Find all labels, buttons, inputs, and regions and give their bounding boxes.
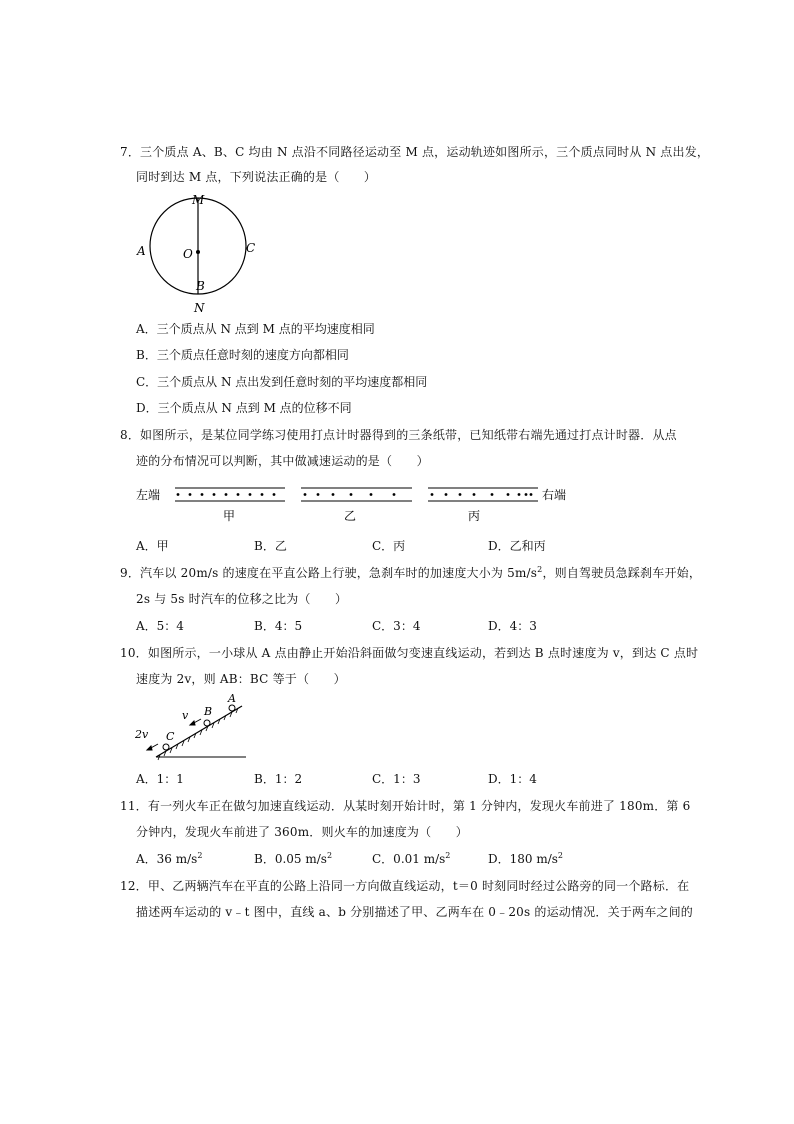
q9-stem-line1: 9．汽车以 20m/s 的速度在平直公路上行驶，急刹车时的加速度大小为 $5m/s^2$，则自驾驶员急踩刹车开始， [120, 565, 702, 580]
q10-stem-line1: 10．如图所示，一小球从 A 点由静止开始沿斜面做匀变速直线运动，若到达 B 点时速度为 v，到达 C 点时 [120, 646, 699, 660]
q8-option-d: D．乙和丙 [488, 539, 546, 553]
q12-stem-line1: 12．甲、乙两辆汽车在平直的公路上沿同一方向做直线运动，t＝0 时刻同时经过公路旁的同一个路标．在 [120, 879, 690, 893]
label-B: B [196, 279, 205, 293]
q7-stem-line1: 7．三个质点 A、B、C 均由 N 点沿不同路径运动至 M 点，运动轨迹如图所示，三个质点同时从 N 点出发， [120, 145, 710, 159]
q7-option-a: A．三个质点从 N 点到 M 点的平均速度相同 [136, 322, 375, 336]
tape-yi-label: 乙 [344, 509, 357, 523]
q12-stem-line2: 描述两车运动的 v﹣t 图中，直线 a、b 分别描述了甲、乙两车在 0﹣20s 的运动情况．关于两车之间的 [136, 905, 693, 919]
tape-yi-dots [304, 493, 396, 496]
q7-option-c: C．三个质点从 N 点出发到任意时刻的平均速度都相同 [136, 375, 428, 389]
tape-jia-label: 甲 [223, 509, 236, 523]
label-2v: 2v [135, 728, 149, 741]
q11-option-b: B．0.05 $m/s^2$ [254, 851, 333, 866]
q11-option-a: A．36 $m/s^2$ [136, 851, 203, 866]
ball-at-C [163, 744, 169, 750]
label-B: B [204, 705, 213, 718]
q9-stem-line2: 2s 与 5s 时汽车的位移之比为（ ） [136, 592, 348, 606]
q7-stem-line2: 同时到达 M 点，下列说法正确的是（ ） [136, 170, 377, 184]
q11-option-d: D．180 $m/s^2$ [488, 851, 564, 866]
label-v: v [182, 709, 189, 722]
q11-stem-line2: 分钟内，发现火车前进了 360m．则火车的加速度为（ ） [136, 825, 468, 839]
label-M: M [192, 193, 205, 207]
q11-stem-line1: 11．有一列火车正在做匀加速直线运动．从某时刻开始计时，第 1 分钟内，发现火车前进了 180m．第 6 [120, 799, 691, 813]
right-end-label: 右端 [542, 488, 567, 502]
q10-option-c: C．1：3 [372, 772, 421, 786]
q10-option-b: B．1：2 [254, 772, 303, 786]
ball-at-A [229, 705, 235, 711]
ball-at-B [204, 720, 210, 726]
label-A: A [228, 692, 236, 705]
q7-option-b: B．三个质点任意时刻的速度方向都相同 [136, 348, 349, 362]
q10-stem-line2: 速度为 2v，则 AB：BC 等于（ ） [136, 672, 346, 686]
q9-option-d: D．4：3 [488, 619, 537, 633]
velocity-arrow-C [147, 744, 158, 750]
velocity-arrow-B [190, 719, 201, 725]
q10-option-a: A．1：1 [136, 772, 184, 786]
q8-stem-line2: 迹的分布情况可以判断，其中做减速运动的是（ ） [136, 454, 429, 468]
tape-bing-dots [431, 493, 533, 496]
tape-bing-label: 丙 [468, 509, 481, 523]
label-N: N [194, 301, 205, 315]
label-C: C [246, 241, 256, 255]
q8-paper-tapes-figure [130, 480, 580, 526]
tape-jia-dots [177, 493, 276, 496]
q11-option-c: C．0.01 $m/s^2$ [372, 851, 451, 866]
left-end-label: 左端 [136, 488, 161, 502]
q9-option-c: C．3：4 [372, 619, 421, 633]
q8-option-a: A．甲 [136, 539, 169, 553]
q8-option-b: B．乙 [254, 539, 287, 553]
q10-option-d: D．1：4 [488, 772, 537, 786]
q10-incline-figure [130, 690, 260, 762]
q8-stem-line1: 8．如图所示，是某位同学练习使用打点计时器得到的三条纸带，已知纸带右端先通过打点计时器．从点 [120, 428, 677, 442]
label-A: A [137, 244, 146, 258]
q7-option-d: D．三个质点从 N 点到 M 点的位移不同 [136, 401, 352, 415]
label-C: C [166, 730, 175, 743]
label-O: O [183, 247, 193, 261]
q9-option-b: B．4：5 [254, 619, 303, 633]
q9-option-a: A．5：4 [136, 619, 184, 633]
q8-option-c: C．丙 [372, 539, 406, 553]
center-point [196, 250, 200, 254]
q7-circle-figure [130, 190, 270, 318]
